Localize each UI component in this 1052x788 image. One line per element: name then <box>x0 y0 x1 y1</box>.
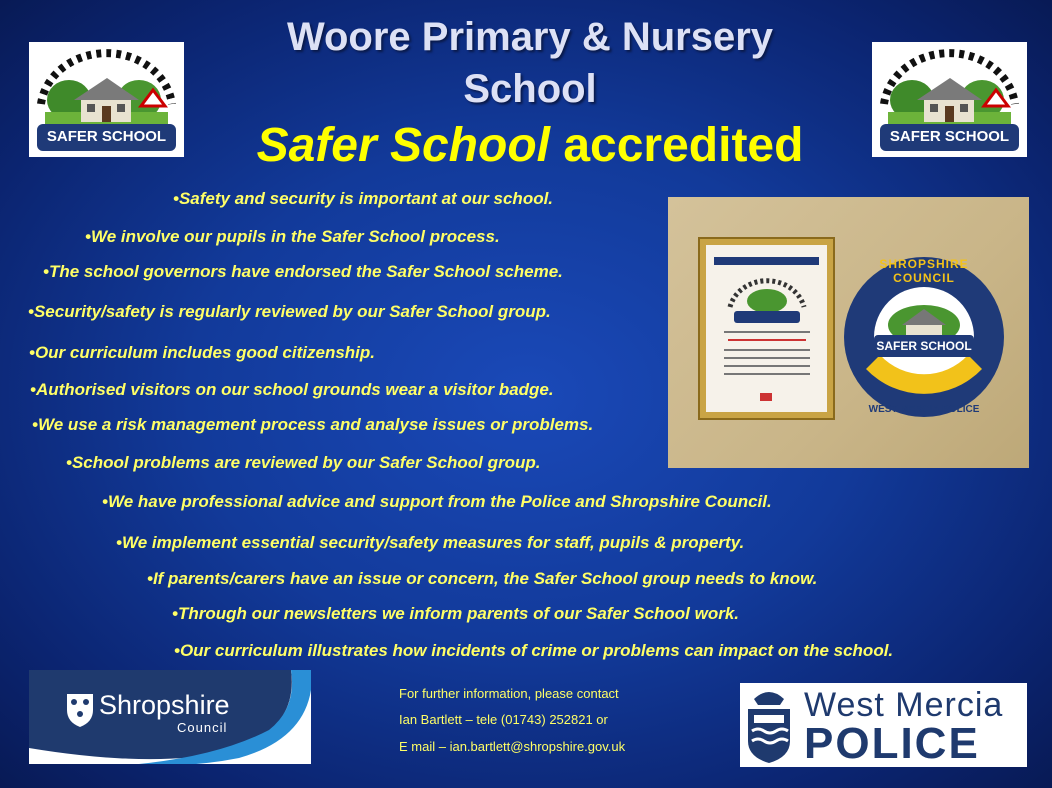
page-subtitle <box>200 118 860 173</box>
west-mercia-police-logo <box>740 683 1027 767</box>
safer-school-logo-right <box>872 42 1027 157</box>
police-name-line1: West Mercia <box>804 686 1004 724</box>
page-title-line2: School <box>463 67 597 111</box>
bullet-2: •We involve our pupils in the Safer School process. <box>85 227 500 246</box>
contact-line-3: E mail – ian.bartlett@shropshire.gov.uk <box>399 739 626 754</box>
plaque-middle-text: SAFER SCHOOL <box>874 335 974 357</box>
shropshire-council-logo <box>29 670 311 764</box>
bullet-9: •We have professional advice and support from the Police and Shropshire Council. <box>102 492 772 511</box>
bullet-8: •School problems are reviewed by our Safer School group. <box>66 453 541 472</box>
bullet-11: •If parents/carers have an issue or concern, the Safer School group needs to know. <box>147 569 818 588</box>
bullet-10: •We implement essential security/safety measures for staff, pupils & property. <box>116 533 745 552</box>
plaque-band-icon <box>668 197 1029 468</box>
shropshire-shield-icon <box>65 692 95 728</box>
shropshire-name: Shropshire <box>99 690 230 720</box>
plaque-top-text: SHROPSHIRE COUNCIL <box>879 257 969 285</box>
bullet-4: •Security/safety is regularly reviewed by our Safer School group. <box>28 302 551 321</box>
page-title-line1: Woore Primary & Nursery <box>286 15 774 59</box>
subtitle-rest: accredited <box>549 119 804 172</box>
bullet-6: •Authorised visitors on our school grounds wear a visitor badge. <box>30 380 554 399</box>
badge-label-left: SAFER SCHOOL <box>46 128 167 145</box>
bullet-1: •Safety and security is important at our school. <box>173 189 554 208</box>
contact-line-2: Ian Bartlett – tele (01743) 252821 or <box>399 712 608 727</box>
contact-line-1: For further information, please contact <box>399 686 619 701</box>
police-crest-icon <box>744 685 794 765</box>
accreditation-photo <box>668 197 1029 468</box>
subtitle-italic: Safer School <box>256 119 550 172</box>
bullet-5: •Our curriculum includes good citizenship. <box>29 343 375 362</box>
bullet-7: •We use a risk management process and analyse issues or problems. <box>32 415 594 434</box>
bullet-13: •Our curriculum illustrates how incidents of crime or problems can impact on the school. <box>174 641 894 660</box>
bullet-12: •Through our newsletters we inform parents of our Safer School work. <box>172 604 740 623</box>
badge-label-right: SAFER SCHOOL <box>889 128 1010 145</box>
shropshire-sub: Council <box>177 720 228 735</box>
police-name-line2: POLICE <box>804 719 980 767</box>
safer-school-logo-left <box>29 42 184 157</box>
plaque-bottom-text: WEST MERCIA POLICE <box>868 404 980 415</box>
bullet-3: •The school governors have endorsed the Safer School scheme. <box>43 262 563 281</box>
